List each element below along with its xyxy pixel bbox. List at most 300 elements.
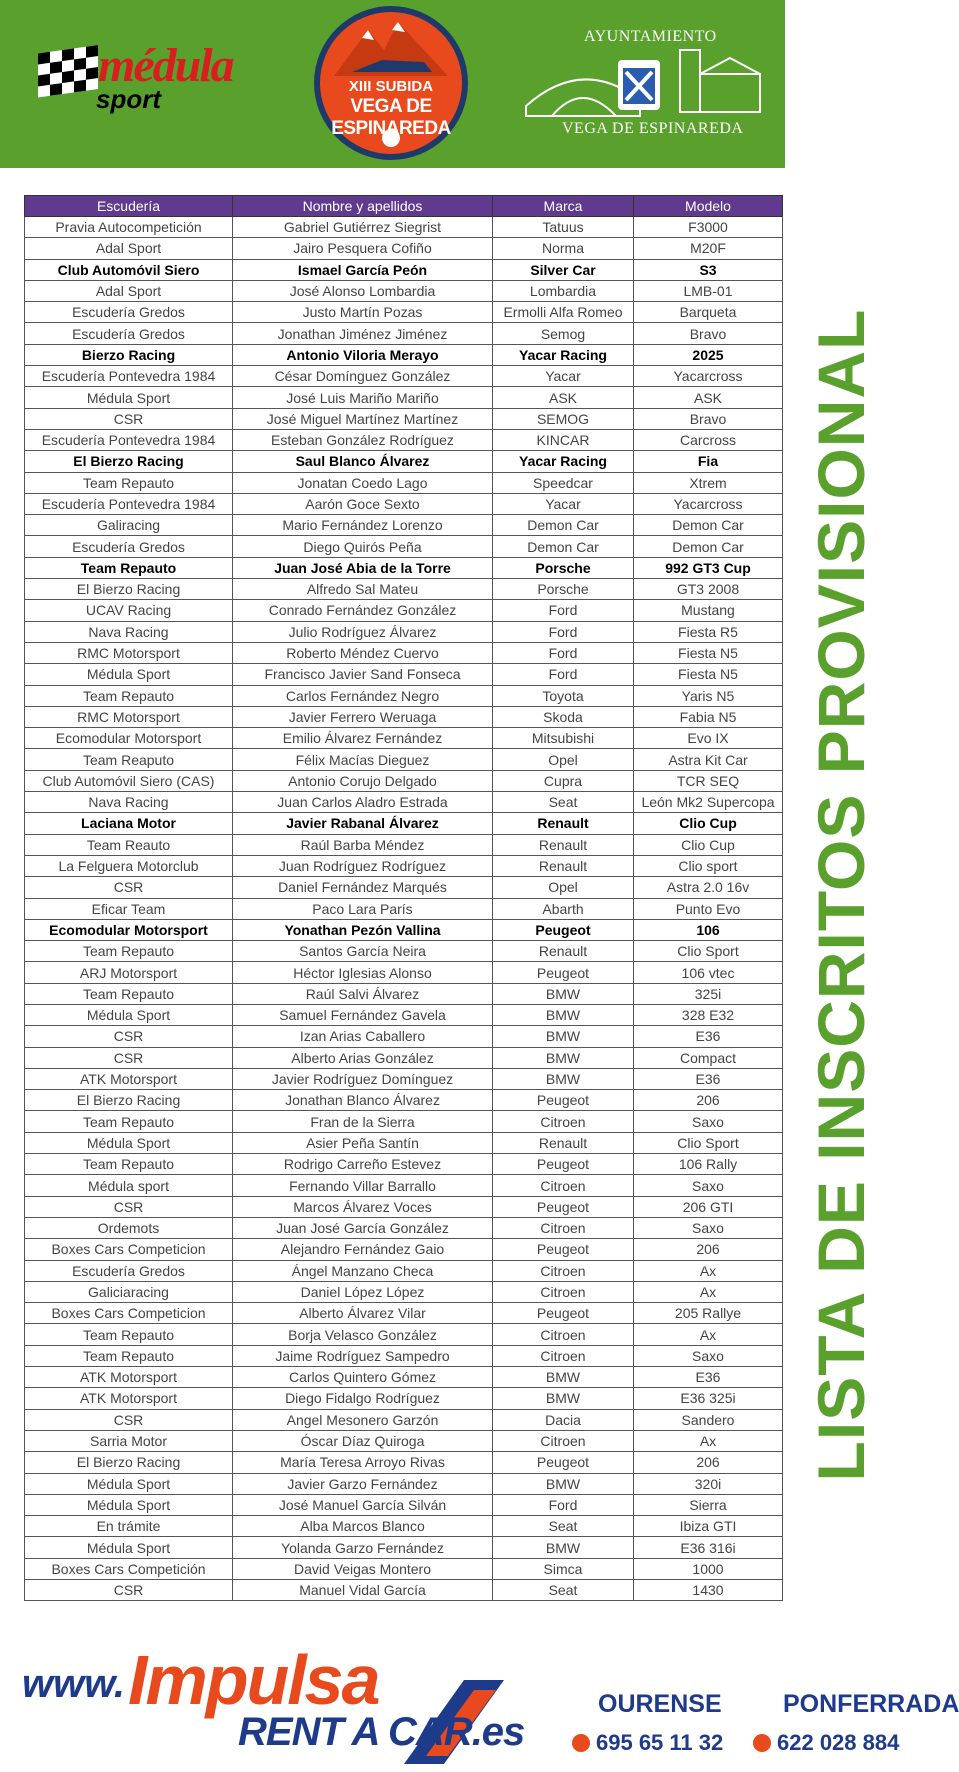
header-banner: [0, 0, 785, 168]
cell-marca: Citroen: [493, 1281, 634, 1302]
cell-escuderia: Boxes Cars Competición: [25, 1558, 233, 1579]
table-row: [25, 1303, 783, 1324]
cell-marca: ASK: [493, 387, 634, 408]
cell-marca: Citroen: [493, 1430, 634, 1451]
cell-escuderia: Pravia Autocompetición: [25, 217, 233, 238]
cell-nombre: Antonio Viloria Merayo: [233, 344, 493, 365]
table-row: [25, 1090, 783, 1111]
cell-escuderia: Ecomodular Motorsport: [25, 919, 233, 940]
table-row: [25, 280, 783, 301]
cell-modelo: E36: [634, 1026, 783, 1047]
cell-escuderia: Club Automóvil Siero: [25, 259, 233, 280]
cell-escuderia: Médula Sport: [25, 387, 233, 408]
cell-marca: Demon Car: [493, 515, 634, 536]
cell-escuderia: ATK Motorsport: [25, 1367, 233, 1388]
cell-modelo: 320i: [634, 1473, 783, 1494]
cell-escuderia: Team Repauto: [25, 685, 233, 706]
cell-modelo: Clio Sport: [634, 1132, 783, 1153]
table-row: [25, 451, 783, 472]
table-row: [25, 600, 783, 621]
cell-modelo: Demon Car: [634, 536, 783, 557]
logo-sub: sport: [96, 84, 161, 114]
table-row: [25, 1473, 783, 1494]
cell-nombre: Yolanda Garzo Fernández: [233, 1537, 493, 1558]
cell-escuderia: Galiciaracing: [25, 1281, 233, 1302]
cell-escuderia: RMC Motorsport: [25, 642, 233, 663]
cell-modelo: Ax: [634, 1281, 783, 1302]
cell-nombre: Ismael García Peón: [233, 259, 493, 280]
table-row: [25, 749, 783, 770]
table-row: [25, 792, 783, 813]
cell-nombre: Conrado Fernández González: [233, 600, 493, 621]
cell-nombre: Diego Fidalgo Rodríguez: [233, 1388, 493, 1409]
cell-marca: BMW: [493, 1537, 634, 1558]
cell-escuderia: Nava Racing: [25, 621, 233, 642]
medula-sport-logo: [34, 38, 234, 128]
cell-nombre: Juan Carlos Aladro Estrada: [233, 792, 493, 813]
cell-nombre: Mario Fernández Lorenzo: [233, 515, 493, 536]
cell-escuderia: Team Repauto: [25, 557, 233, 578]
cell-marca: BMW: [493, 1388, 634, 1409]
phone-ourense[interactable]: [572, 1730, 723, 1756]
cell-escuderia: Escudería Pontevedra 1984: [25, 366, 233, 387]
cell-marca: Porsche: [493, 579, 634, 600]
cell-marca: Ford: [493, 642, 634, 663]
cell-nombre: Santos García Neira: [233, 941, 493, 962]
sponsor-rentacar[interactable]: RENT A CAR.es: [238, 1710, 525, 1754]
cell-escuderia: Team Repauto: [25, 1111, 233, 1132]
cell-nombre: Marcos Álvarez Voces: [233, 1196, 493, 1217]
cell-modelo: S3: [634, 259, 783, 280]
cell-modelo: Fabia N5: [634, 706, 783, 727]
cell-nombre: Juan Rodríguez Rodríguez: [233, 855, 493, 876]
table-row: [25, 429, 783, 450]
cell-modelo: Sierra: [634, 1494, 783, 1515]
cell-modelo: Demon Car: [634, 515, 783, 536]
cell-modelo: Yacarcross: [634, 366, 783, 387]
cell-marca: Renault: [493, 813, 634, 834]
table-row: [25, 813, 783, 834]
cell-escuderia: Team Repauto: [25, 1154, 233, 1175]
cell-escuderia: Médula Sport: [25, 1537, 233, 1558]
cell-marca: Seat: [493, 1516, 634, 1537]
logo-word: médula: [98, 39, 233, 92]
table-row: [25, 1111, 783, 1132]
cell-modelo: 106 Rally: [634, 1154, 783, 1175]
cell-modelo: Saxo: [634, 1345, 783, 1366]
cell-nombre: Jonatan Coedo Lago: [233, 472, 493, 493]
location-pin-icon: [753, 1734, 771, 1752]
table-row: [25, 1430, 783, 1451]
cell-marca: Renault: [493, 855, 634, 876]
table-row: [25, 1345, 783, 1366]
cell-modelo: 325i: [634, 983, 783, 1004]
cell-escuderia: Bierzo Racing: [25, 344, 233, 365]
cell-escuderia: Médula Sport: [25, 1132, 233, 1153]
location-pin-icon: [572, 1734, 590, 1752]
cell-modelo: F3000: [634, 217, 783, 238]
table-row: [25, 1047, 783, 1068]
cell-escuderia: Médula Sport: [25, 1473, 233, 1494]
cell-nombre: Alfredo Sal Mateu: [233, 579, 493, 600]
table-row: [25, 919, 783, 940]
table-row: [25, 1217, 783, 1238]
cell-marca: Peugeot: [493, 1303, 634, 1324]
cell-escuderia: Escudería Gredos: [25, 536, 233, 557]
cell-escuderia: Laciana Motor: [25, 813, 233, 834]
table-row: [25, 1004, 783, 1025]
table-row: [25, 1260, 783, 1281]
table-row: [25, 1409, 783, 1430]
table-row: [25, 1452, 783, 1473]
cell-escuderia: Eficar Team: [25, 898, 233, 919]
side-title: LISTA DE INSCRITOS PROVISIONAL: [804, 308, 878, 1482]
cell-marca: SEMOG: [493, 408, 634, 429]
sponsor-brand[interactable]: Impulsa: [128, 1641, 379, 1719]
table-row: [25, 962, 783, 983]
cell-modelo: Saxo: [634, 1217, 783, 1238]
cell-nombre: Javier Ferrero Weruaga: [233, 706, 493, 727]
cell-nombre: José Miguel Martínez Martínez: [233, 408, 493, 429]
cell-escuderia: Team Repauto: [25, 472, 233, 493]
cell-modelo: 206 GTI: [634, 1196, 783, 1217]
cell-escuderia: Adal Sport: [25, 238, 233, 259]
table-row: [25, 621, 783, 642]
cell-modelo: León Mk2 Supercopa: [634, 792, 783, 813]
cell-marca: KINCAR: [493, 429, 634, 450]
cell-modelo: Punto Evo: [634, 898, 783, 919]
cell-marca: Ford: [493, 1494, 634, 1515]
cell-marca: Yacar Racing: [493, 451, 634, 472]
sponsor-www[interactable]: www.: [22, 1662, 125, 1706]
cell-marca: Peugeot: [493, 1090, 634, 1111]
cell-marca: Norma: [493, 238, 634, 259]
cell-marca: Citroen: [493, 1111, 634, 1132]
cell-nombre: Raúl Salvi Álvarez: [233, 983, 493, 1004]
cell-modelo: Ax: [634, 1430, 783, 1451]
cell-modelo: Sandero: [634, 1409, 783, 1430]
cell-marca: Citroen: [493, 1217, 634, 1238]
cell-nombre: Juan José García González: [233, 1217, 493, 1238]
cell-escuderia: Nava Racing: [25, 792, 233, 813]
entry-list-table: [24, 195, 783, 1601]
cell-marca: Peugeot: [493, 1452, 634, 1473]
cell-nombre: Manuel Vidal García: [233, 1580, 493, 1601]
table-row: [25, 323, 783, 344]
cell-escuderia: Team Repauto: [25, 983, 233, 1004]
cell-nombre: Asier Peña Santín: [233, 1132, 493, 1153]
cell-nombre: Daniel López López: [233, 1281, 493, 1302]
table-row: [25, 579, 783, 600]
cell-nombre: Óscar Díaz Quiroga: [233, 1430, 493, 1451]
cell-nombre: Francisco Javier Sand Fonseca: [233, 664, 493, 685]
col-modelo: Modelo: [634, 196, 783, 217]
table-row: [25, 1388, 783, 1409]
cell-modelo: 328 E32: [634, 1004, 783, 1025]
cell-modelo: Fiesta N5: [634, 664, 783, 685]
cell-escuderia: RMC Motorsport: [25, 706, 233, 727]
cell-nombre: Daniel Fernández Marqués: [233, 877, 493, 898]
cell-escuderia: Team Reaputo: [25, 749, 233, 770]
table-row: [25, 536, 783, 557]
cell-escuderia: Team Repauto: [25, 941, 233, 962]
cell-escuderia: El Bierzo Racing: [25, 451, 233, 472]
cell-marca: Yacar Racing: [493, 344, 634, 365]
cell-modelo: E36 325i: [634, 1388, 783, 1409]
ayuntamiento-logo: [522, 24, 772, 144]
cell-modelo: Yaris N5: [634, 685, 783, 706]
cell-modelo: Saxo: [634, 1111, 783, 1132]
cell-modelo: Bravo: [634, 323, 783, 344]
city-ponferrada: PONFERRADA: [783, 1690, 959, 1718]
cell-escuderia: Sarria Motor: [25, 1430, 233, 1451]
cell-marca: Citroen: [493, 1324, 634, 1345]
cell-nombre: Héctor Iglesias Alonso: [233, 962, 493, 983]
cell-escuderia: El Bierzo Racing: [25, 1452, 233, 1473]
cell-escuderia: CSR: [25, 408, 233, 429]
cell-marca: Yacar: [493, 366, 634, 387]
table-row: [25, 1239, 783, 1260]
cell-escuderia: El Bierzo Racing: [25, 1090, 233, 1111]
table-row: [25, 1196, 783, 1217]
cell-modelo: E36: [634, 1367, 783, 1388]
cell-modelo: 1000: [634, 1558, 783, 1579]
cell-escuderia: CSR: [25, 1047, 233, 1068]
phone-ponferrada[interactable]: [753, 1730, 899, 1756]
cell-escuderia: ATK Motorsport: [25, 1068, 233, 1089]
table-row: [25, 259, 783, 280]
cell-marca: Semog: [493, 323, 634, 344]
cell-marca: Ermolli Alfa Romeo: [493, 302, 634, 323]
table-row: [25, 1558, 783, 1579]
cell-escuderia: Escudería Gredos: [25, 1260, 233, 1281]
cell-marca: Peugeot: [493, 1154, 634, 1175]
cell-nombre: María Teresa Arroyo Rivas: [233, 1452, 493, 1473]
table-row: [25, 1516, 783, 1537]
cell-nombre: Roberto Méndez Cuervo: [233, 642, 493, 663]
cell-modelo: Fia: [634, 451, 783, 472]
table-row: [25, 387, 783, 408]
cell-nombre: Esteban González Rodríguez: [233, 429, 493, 450]
table-row: [25, 493, 783, 514]
cell-escuderia: ARJ Motorsport: [25, 962, 233, 983]
cell-nombre: Alejandro Fernández Gaio: [233, 1239, 493, 1260]
cell-nombre: Justo Martín Pozas: [233, 302, 493, 323]
cell-escuderia: El Bierzo Racing: [25, 579, 233, 600]
cell-nombre: Fran de la Sierra: [233, 1111, 493, 1132]
cell-marca: Citroen: [493, 1260, 634, 1281]
cell-modelo: Xtrem: [634, 472, 783, 493]
table-row: [25, 834, 783, 855]
cell-nombre: Angel Mesonero Garzón: [233, 1409, 493, 1430]
table-row: [25, 472, 783, 493]
cell-modelo: Clio Cup: [634, 813, 783, 834]
table-row: [25, 1580, 783, 1601]
cell-escuderia: Escudería Gredos: [25, 302, 233, 323]
cell-marca: Dacia: [493, 1409, 634, 1430]
cell-modelo: 992 GT3 Cup: [634, 557, 783, 578]
cell-modelo: Saxo: [634, 1175, 783, 1196]
cell-modelo: Ax: [634, 1324, 783, 1345]
cell-nombre: Emilio Álvarez Fernández: [233, 728, 493, 749]
cell-marca: BMW: [493, 1068, 634, 1089]
cell-nombre: Juan José Abia de la Torre: [233, 557, 493, 578]
table-row: [25, 366, 783, 387]
cell-nombre: Izan Arias Caballero: [233, 1026, 493, 1047]
cell-escuderia: CSR: [25, 1196, 233, 1217]
badge-title-1: XIII SUBIDA: [348, 78, 434, 95]
cell-marca: Cupra: [493, 770, 634, 791]
cell-marca: Ford: [493, 621, 634, 642]
cell-modelo: Clio Cup: [634, 834, 783, 855]
cell-nombre: Fernando Villar Barrallo: [233, 1175, 493, 1196]
cell-nombre: Borja Velasco González: [233, 1324, 493, 1345]
cell-nombre: Antonio Corujo Delgado: [233, 770, 493, 791]
cell-nombre: Samuel Fernández Gavela: [233, 1004, 493, 1025]
cell-modelo: E36: [634, 1068, 783, 1089]
cell-marca: BMW: [493, 1004, 634, 1025]
cell-escuderia: Médula Sport: [25, 1494, 233, 1515]
cell-nombre: Julio Rodríguez Álvarez: [233, 621, 493, 642]
cell-marca: BMW: [493, 1367, 634, 1388]
cell-escuderia: Boxes Cars Competicion: [25, 1303, 233, 1324]
cell-marca: Renault: [493, 834, 634, 855]
cell-nombre: Aarón Goce Sexto: [233, 493, 493, 514]
cell-marca: Ford: [493, 600, 634, 621]
cell-marca: Yacar: [493, 493, 634, 514]
table-row: [25, 1537, 783, 1558]
cell-nombre: Yonathan Pezón Vallina: [233, 919, 493, 940]
cell-nombre: José Manuel García Silván: [233, 1494, 493, 1515]
cell-nombre: Carlos Quintero Gómez: [233, 1367, 493, 1388]
table-row: [25, 983, 783, 1004]
cell-nombre: César Domínguez González: [233, 366, 493, 387]
cell-escuderia: Team Reauto: [25, 834, 233, 855]
table-row: [25, 941, 783, 962]
cell-nombre: Alberto Arias González: [233, 1047, 493, 1068]
cell-modelo: 106 vtec: [634, 962, 783, 983]
cell-modelo: 206: [634, 1090, 783, 1111]
table-row: [25, 1324, 783, 1345]
cell-escuderia: Ecomodular Motorsport: [25, 728, 233, 749]
cell-nombre: Jonathan Blanco Álvarez: [233, 1090, 493, 1111]
cell-marca: Peugeot: [493, 1196, 634, 1217]
cell-escuderia: Escudería Pontevedra 1984: [25, 429, 233, 450]
table-row: [25, 1367, 783, 1388]
cell-modelo: Carcross: [634, 429, 783, 450]
cell-marca: BMW: [493, 1473, 634, 1494]
table-row: [25, 770, 783, 791]
cell-escuderia: ATK Motorsport: [25, 1388, 233, 1409]
cell-escuderia: CSR: [25, 877, 233, 898]
cell-marca: Renault: [493, 1132, 634, 1153]
table-row: [25, 1281, 783, 1302]
cell-nombre: Carlos Fernández Negro: [233, 685, 493, 706]
event-badge: [312, 4, 470, 162]
cell-modelo: Fiesta R5: [634, 621, 783, 642]
cell-marca: Seat: [493, 1580, 634, 1601]
cell-modelo: GT3 2008: [634, 579, 783, 600]
cell-marca: BMW: [493, 1026, 634, 1047]
table-row: [25, 217, 783, 238]
sponsor-footer: [0, 1640, 959, 1772]
cell-marca: Skoda: [493, 706, 634, 727]
cell-escuderia: Club Automóvil Siero (CAS): [25, 770, 233, 791]
cell-modelo: Yacarcross: [634, 493, 783, 514]
phone-ourense-number: 695 65 11 32: [596, 1730, 724, 1755]
cell-marca: BMW: [493, 983, 634, 1004]
cell-marca: Peugeot: [493, 919, 634, 940]
cell-escuderia: Ordemots: [25, 1217, 233, 1238]
cell-nombre: Rodrigo Carreño Estevez: [233, 1154, 493, 1175]
cell-marca: Ford: [493, 664, 634, 685]
table-row: [25, 706, 783, 727]
cell-nombre: Jaime Rodríguez Sampedro: [233, 1345, 493, 1366]
cell-modelo: Fiesta N5: [634, 642, 783, 663]
cell-escuderia: Galiracing: [25, 515, 233, 536]
table-row: [25, 557, 783, 578]
table-row: [25, 408, 783, 429]
ayto-town: VEGA DE ESPINAREDA: [562, 120, 744, 137]
cell-marca: Tatuus: [493, 217, 634, 238]
table-row: [25, 664, 783, 685]
cell-escuderia: CSR: [25, 1580, 233, 1601]
cell-marca: BMW: [493, 1047, 634, 1068]
table-header-row: [25, 196, 783, 217]
cell-nombre: Javier Rodríguez Domínguez: [233, 1068, 493, 1089]
cell-escuderia: Team Repauto: [25, 1345, 233, 1366]
cell-marca: Mitsubishi: [493, 728, 634, 749]
cell-escuderia: Escudería Gredos: [25, 323, 233, 344]
cell-marca: Opel: [493, 749, 634, 770]
table-row: [25, 1175, 783, 1196]
table-row: [25, 642, 783, 663]
cell-nombre: Félix Macías Dieguez: [233, 749, 493, 770]
cell-marca: Simca: [493, 1558, 634, 1579]
cell-modelo: E36 316i: [634, 1537, 783, 1558]
cell-marca: Lombardia: [493, 280, 634, 301]
cell-marca: Peugeot: [493, 1239, 634, 1260]
table-row: [25, 685, 783, 706]
cell-marca: Toyota: [493, 685, 634, 706]
col-nombre: Nombre y apellidos: [233, 196, 493, 217]
cell-escuderia: CSR: [25, 1409, 233, 1430]
cell-nombre: David Veigas Montero: [233, 1558, 493, 1579]
checkered-flag-icon: [34, 44, 104, 98]
cell-escuderia: Boxes Cars Competicion: [25, 1239, 233, 1260]
cell-modelo: Bravo: [634, 408, 783, 429]
cell-modelo: 206: [634, 1239, 783, 1260]
cell-nombre: Javier Garzo Fernández: [233, 1473, 493, 1494]
table-row: [25, 1154, 783, 1175]
cell-modelo: M20F: [634, 238, 783, 259]
cell-modelo: ASK: [634, 387, 783, 408]
badge-title-2: VEGA DE ESPINAREDA: [331, 96, 451, 139]
cell-escuderia: Médula Sport: [25, 664, 233, 685]
cell-marca: Citroen: [493, 1345, 634, 1366]
cell-nombre: José Alonso Lombardia: [233, 280, 493, 301]
col-marca: Marca: [493, 196, 634, 217]
table-row: [25, 1494, 783, 1515]
table-row: [25, 1026, 783, 1047]
cell-modelo: 1430: [634, 1580, 783, 1601]
cell-marca: Seat: [493, 792, 634, 813]
cell-marca: Abarth: [493, 898, 634, 919]
cell-modelo: 106: [634, 919, 783, 940]
bridge-church-icon: [522, 46, 772, 120]
cell-nombre: Raúl Barba Méndez: [233, 834, 493, 855]
cell-escuderia: Médula sport: [25, 1175, 233, 1196]
